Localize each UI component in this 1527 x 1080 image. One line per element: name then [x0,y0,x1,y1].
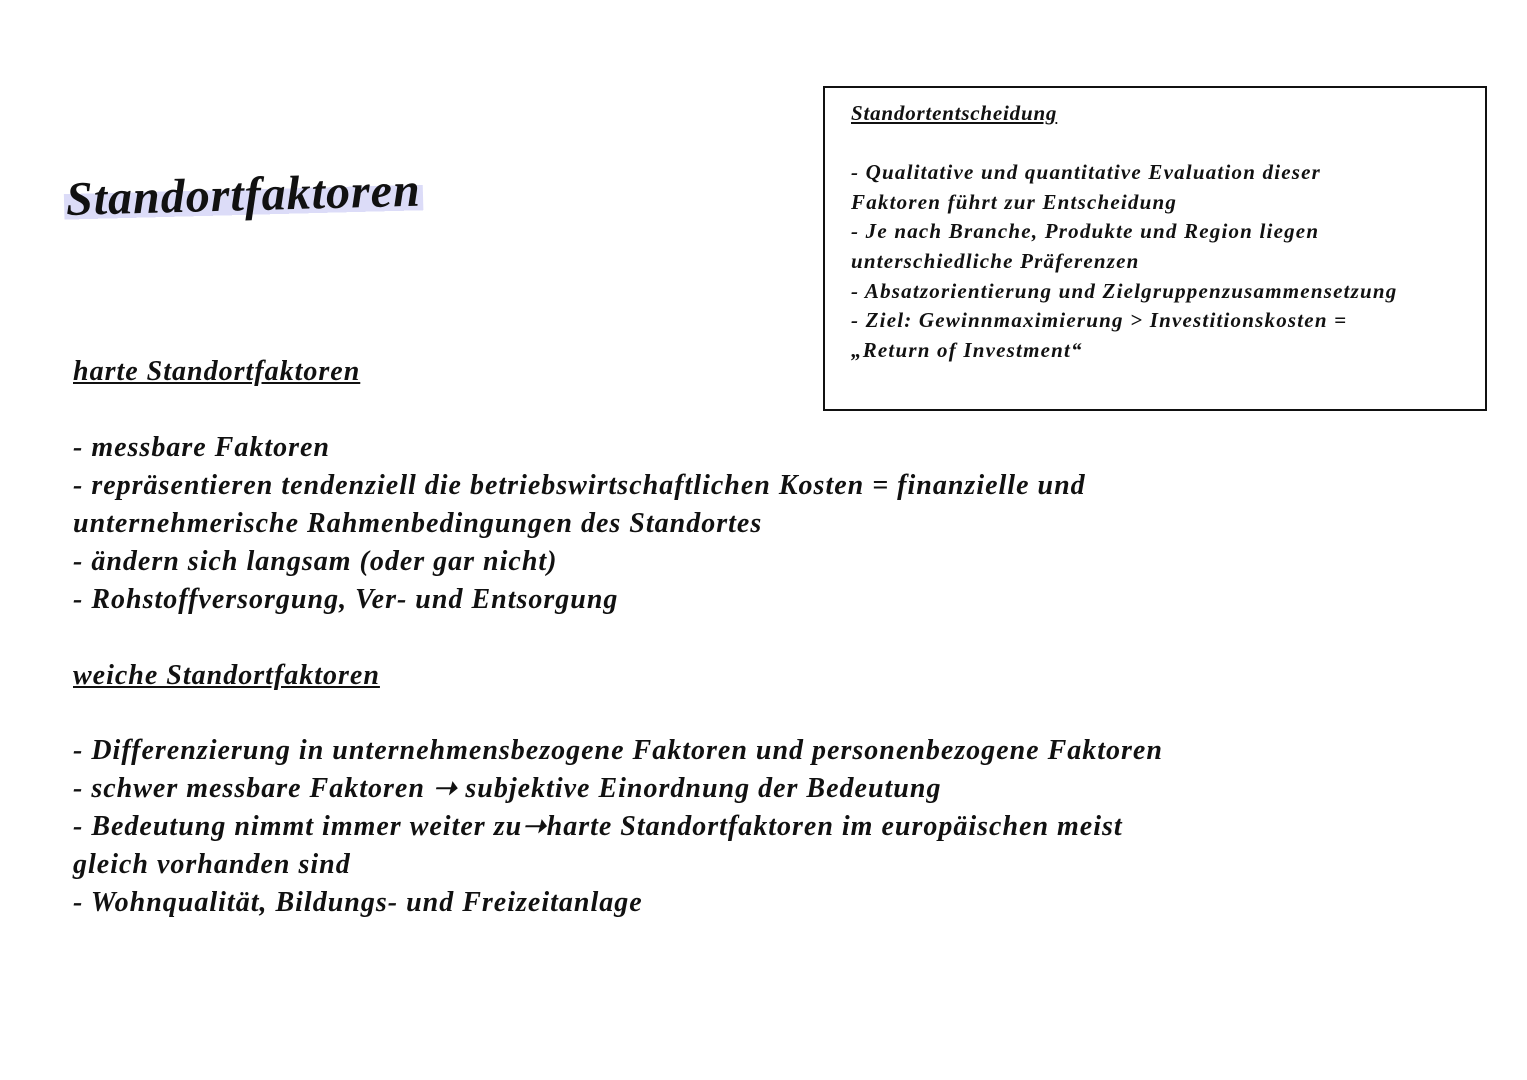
hard-factors-list [73,429,1086,619]
list-line: - repräsentieren tendenziell die betriebswirtschaftlichen Kosten = finanzielle und [73,470,1086,501]
list-line: - Bedeutung nimmt immer weiter zu➝harte Standortfaktoren im europäischen meist [73,811,1123,842]
box-line: „Return of Investment“ [851,338,1083,363]
list-line: - Wohnqualität, Bildungs- und Freizeitanlage [73,887,643,918]
hard-factors-heading: harte Standortfaktoren [73,356,361,387]
box-line: Faktoren führt zur Entscheidung [851,189,1178,214]
box-heading: Standortentscheidung [851,101,1058,125]
list-line: gleich vorhanden sind [73,849,351,880]
box-line: - Ziel: Gewinnmaximierung > Investitionskosten = [851,308,1348,333]
box-line: - Je nach Branche, Produkte und Region liegen [851,219,1320,244]
box-list [851,158,1397,366]
list-line: - ändern sich langsam (oder gar nicht) [73,546,558,577]
box-line: - Absatzorientierung und Zielgruppenzusammensetzung [851,278,1398,303]
page-title [63,163,423,228]
list-line: - schwer messbare Faktoren ➝ subjektive Einordnung der Bedeutung [73,773,942,804]
soft-factors-heading: weiche Standortfaktoren [73,660,380,691]
box-line: - Qualitative und quantitative Evaluation dieser [851,160,1322,184]
standortentscheidung-box [823,86,1487,411]
box-line: unterschiedliche Präferenzen [851,249,1140,274]
list-line: - Differenzierung in unternehmensbezogene Faktoren und personenbezogene Faktoren [73,735,1163,766]
list-line: - Rohstoffversorgung, Ver- und Entsorgung [73,584,619,615]
soft-factors-list [73,732,1163,922]
title-text: Standortfaktoren [65,163,422,226]
list-line: - messbare Faktoren [73,432,330,463]
list-line: unternehmerische Rahmenbedingungen des Standortes [73,508,763,539]
